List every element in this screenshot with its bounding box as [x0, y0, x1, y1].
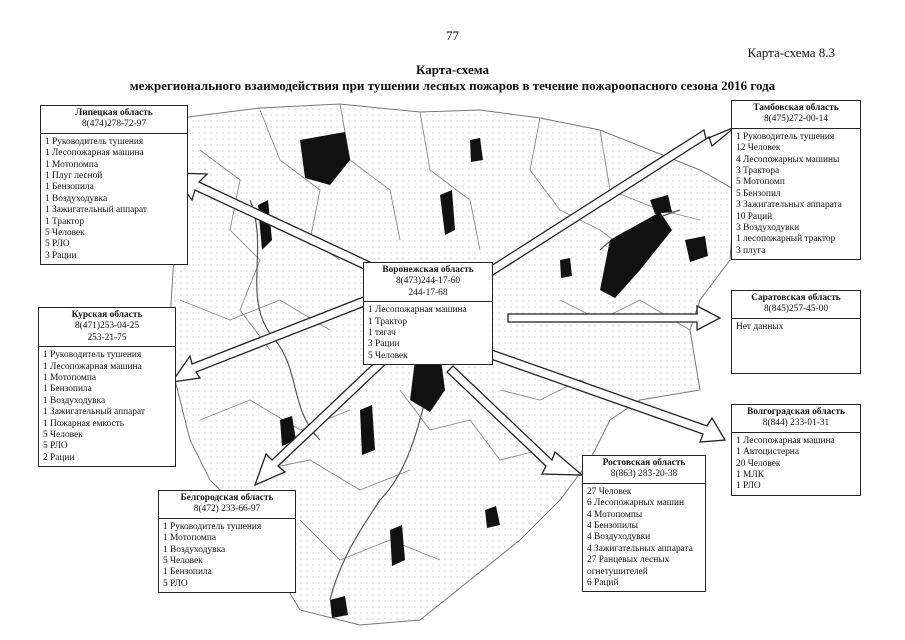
resource-item: 1 Руководитель тушения — [163, 521, 262, 532]
resource-item: 5 Человек — [43, 430, 83, 441]
region-box-tambov — [731, 100, 861, 260]
resource-item: 6 Раций — [587, 578, 619, 589]
resource-item: 4 Бензопилы — [587, 521, 638, 532]
region-box-kursk — [38, 307, 176, 467]
region-box-saratov — [731, 290, 861, 374]
region-name: Воронежская область — [382, 265, 474, 275]
region-name: Курская область — [71, 310, 143, 320]
resource-item: 1 Бензопила — [43, 384, 92, 395]
resource-item: 20 Человек — [736, 458, 781, 469]
resource-item: 3 плуга — [736, 245, 766, 256]
region-header — [732, 291, 860, 319]
region-phone: 8(475)272-00-14 — [763, 114, 829, 125]
resource-item: 1 РЛО — [736, 481, 761, 492]
resource-item: 5 РЛО — [45, 239, 70, 250]
resource-item: 27 Человек — [587, 486, 632, 497]
region-name: Тамбовская область — [753, 103, 839, 113]
resource-list — [39, 347, 175, 466]
resource-item: 12 Человек — [736, 143, 781, 154]
resource-list — [732, 433, 860, 495]
resource-item: 27 Ранцевых лесных огнетушителей — [587, 555, 670, 577]
resource-item: 5 Мотопомп — [736, 177, 785, 188]
resource-item: 1 Руководитель тушения — [43, 350, 142, 361]
resource-item: 2 Рации — [43, 452, 75, 463]
resource-item: 1 Трактор — [45, 216, 85, 227]
region-box-rostov — [582, 455, 706, 592]
region-phone: 8(845)257-45-00 — [763, 304, 829, 315]
region-header — [39, 308, 175, 347]
region-header — [364, 263, 492, 302]
resource-item: 1 тягач — [368, 328, 396, 339]
region-box-volgograd — [731, 404, 861, 496]
region-header — [732, 405, 860, 433]
region-header — [159, 491, 295, 519]
resource-item: 1 Мотопомпа — [45, 159, 98, 170]
region-box-voronezh — [363, 262, 493, 365]
region-name: Липецкая область — [75, 108, 153, 118]
resource-item: 4 Мотопомпы — [587, 509, 643, 520]
region-phone-alt: 244-17-68 — [408, 287, 448, 298]
region-phone: 8(863) 283-20-38 — [610, 469, 678, 480]
region-phone: 8(844) 233-01-31 — [762, 418, 830, 429]
resource-item: 3 Рации — [45, 250, 77, 261]
resource-item: 1 Бензопила — [163, 567, 212, 578]
region-name: Белгородская область — [180, 493, 274, 503]
resource-list — [364, 302, 492, 364]
resource-item: 5 Человек — [163, 556, 203, 567]
resource-item: 1 Мотопомпа — [163, 533, 216, 544]
resource-item: 3 Рации — [368, 339, 400, 350]
resource-item: 5 Бензопил — [736, 188, 781, 199]
map-title — [0, 62, 905, 94]
title-line-2: межрегионального взаимодействия при тушении лесных пожаров в течение пожароопасного сезона 2016 года — [129, 78, 776, 93]
resource-list — [732, 129, 860, 259]
resource-item: 1 МЛК — [736, 470, 764, 481]
resource-item: 4 Лесопожарных машины — [736, 154, 840, 165]
resource-item: 1 Автоцистерна — [736, 447, 799, 458]
resource-list — [732, 319, 860, 335]
resource-item: 1 Воздуходувка — [163, 544, 226, 555]
resource-item: 1 Воздуходувка — [43, 395, 106, 406]
resource-item: 3 Воздуходувки — [736, 223, 800, 234]
region-header — [41, 106, 187, 134]
region-header — [583, 456, 705, 484]
resource-item: Нет данных — [736, 321, 784, 332]
region-phone: 8(473)244-17-60 — [395, 276, 461, 287]
region-box-lipetsk — [40, 105, 188, 265]
resource-item: 3 Трактора — [736, 166, 780, 177]
resource-list — [41, 134, 187, 264]
region-name: Саратовская область — [751, 293, 841, 303]
resource-item: 1 Лесопожарная машина — [736, 435, 835, 446]
resource-item: 1 Лесопожарная машина — [368, 305, 467, 316]
region-phone: 8(472) 233-66-97 — [193, 504, 261, 515]
resource-item: 5 Человек — [45, 228, 85, 239]
region-phone: 8(471)253-04-25 — [74, 321, 140, 332]
resource-item: 6 Лесопожарных машин — [587, 498, 684, 509]
region-header — [732, 101, 860, 129]
resource-item: 1 Воздуходувка — [45, 193, 108, 204]
resource-list — [583, 484, 705, 592]
resource-item: 1 Лесопожарная машина — [43, 361, 142, 372]
resource-item: 4 Воздуходувки — [587, 532, 651, 543]
resource-item: 5 РЛО — [43, 441, 68, 452]
region-phone: 8(474)278-72-97 — [81, 119, 147, 130]
region-phone-alt: 253-21-75 — [87, 332, 127, 343]
resource-item: 1 Зажигательный аппарат — [45, 205, 147, 216]
resource-list — [159, 519, 295, 592]
resource-item: 5 РЛО — [163, 578, 188, 589]
scheme-label: Карта-схема 8.3 — [747, 45, 835, 60]
resource-item: 1 Плуг лесной — [45, 171, 103, 182]
resource-item: 1 Руководитель тушения — [45, 136, 144, 147]
page-number: 77 — [446, 28, 459, 43]
resource-item: 1 Лесопожарная машина — [45, 148, 144, 159]
resource-item: 1 лесопожарный трактор — [736, 234, 836, 245]
resource-item: 1 Мотопомпа — [43, 373, 96, 384]
region-name: Волгоградская область — [746, 407, 846, 417]
resource-item: 3 Зажигательных аппарата — [736, 200, 842, 211]
resource-item: 1 Зажигательный аппарат — [43, 407, 145, 418]
resource-item: 1 Руководитель тушения — [736, 131, 835, 142]
resource-item: 4 Зажигательных аппарата — [587, 543, 693, 554]
title-line-1: Карта-схема — [416, 62, 489, 77]
resource-item: 1 Бензопила — [45, 182, 94, 193]
resource-item: 5 Человек — [368, 350, 408, 361]
region-box-belgorod — [158, 490, 296, 593]
region-name: Ростовская область — [602, 458, 686, 468]
resource-item: 1 Пожарная емкость — [43, 418, 125, 429]
resource-item: 10 Раций — [736, 211, 773, 222]
resource-item: 1 Трактор — [368, 316, 408, 327]
